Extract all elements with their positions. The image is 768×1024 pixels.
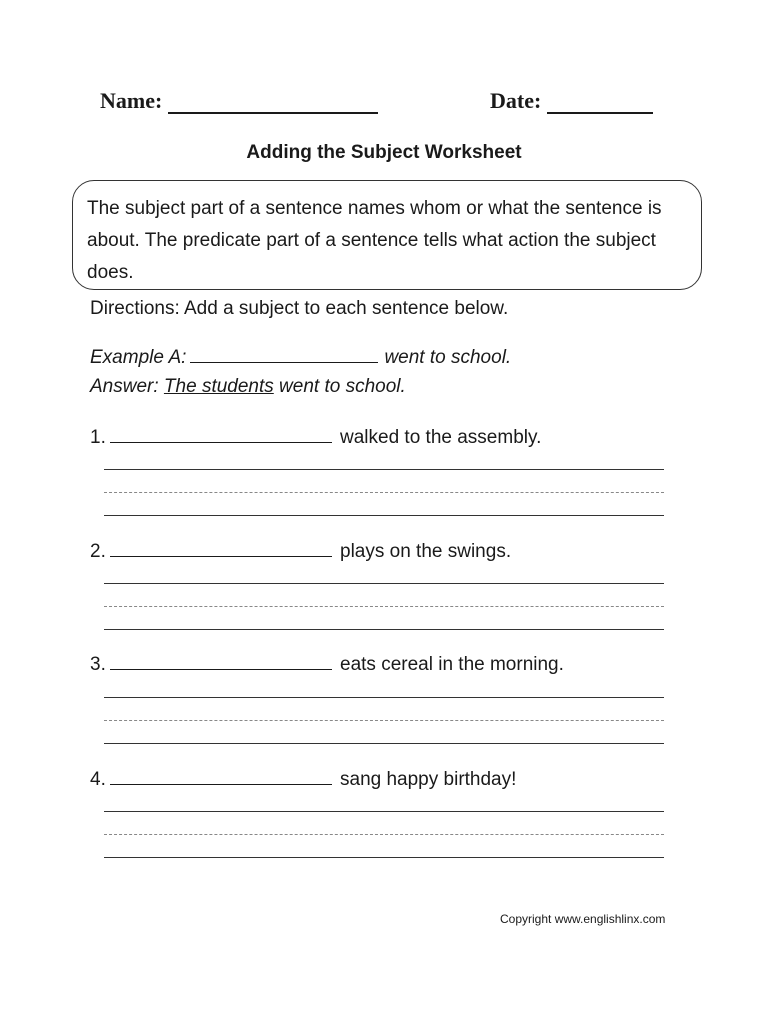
writing-lines-4[interactable] — [104, 811, 664, 859]
answer-rest: went to school. — [279, 376, 406, 397]
question-1 — [90, 424, 690, 449]
question-text: eats cereal in the morning. — [340, 654, 564, 675]
question-number: 3. — [90, 654, 106, 675]
question-3 — [90, 651, 690, 676]
question-text: plays on the swings. — [340, 541, 512, 562]
question-blank[interactable] — [110, 651, 332, 670]
directions-text: Directions: Add a subject to each sentence below. — [90, 298, 509, 319]
example-label: Example A: — [90, 347, 187, 368]
question-number: 2. — [90, 541, 106, 562]
question-text: walked to the assembly. — [340, 427, 542, 448]
writing-line-bottom — [104, 743, 664, 744]
writing-line-bottom — [104, 515, 664, 516]
definition-text: The subject part of a sentence names whom or what the sentence is about. The predicate part of a sentence tells what action the subject does. — [87, 198, 662, 283]
header-row — [0, 88, 768, 124]
writing-lines-1[interactable] — [104, 469, 664, 517]
date-blank-line[interactable] — [547, 90, 653, 114]
writing-line-mid — [104, 834, 664, 835]
writing-line-bottom — [104, 629, 664, 630]
date-label: Date: — [490, 88, 542, 113]
writing-lines-3[interactable] — [104, 697, 664, 745]
writing-line-mid — [104, 606, 664, 607]
example-answer — [90, 376, 406, 398]
definition-box — [72, 180, 702, 290]
writing-line-top — [104, 697, 664, 698]
writing-line-top — [104, 811, 664, 812]
writing-line-mid — [104, 492, 664, 493]
question-4 — [90, 766, 690, 791]
question-number: 1. — [90, 427, 106, 448]
copyright-notice: Copyright www.englishlinx.com — [500, 912, 666, 926]
name-field — [100, 88, 378, 114]
question-blank[interactable] — [110, 538, 332, 557]
question-blank[interactable] — [110, 766, 332, 785]
answer-label: Answer: — [90, 376, 159, 397]
writing-line-top — [104, 469, 664, 470]
question-blank[interactable] — [110, 424, 332, 443]
question-2 — [90, 538, 690, 563]
question-number: 4. — [90, 769, 106, 790]
worksheet-title: Adding the Subject Worksheet — [246, 142, 522, 163]
name-blank-line[interactable] — [168, 90, 378, 114]
answer-subject: The students — [163, 376, 274, 397]
question-text: sang happy birthday! — [340, 769, 517, 790]
example-rest: went to school. — [384, 347, 512, 368]
writing-line-top — [104, 583, 664, 584]
example-sentence — [90, 344, 511, 369]
writing-lines-2[interactable] — [104, 583, 664, 631]
writing-line-bottom — [104, 857, 664, 858]
example-blank-line — [190, 344, 378, 363]
writing-line-mid — [104, 720, 664, 721]
name-label: Name: — [100, 88, 163, 113]
date-field — [490, 88, 653, 114]
